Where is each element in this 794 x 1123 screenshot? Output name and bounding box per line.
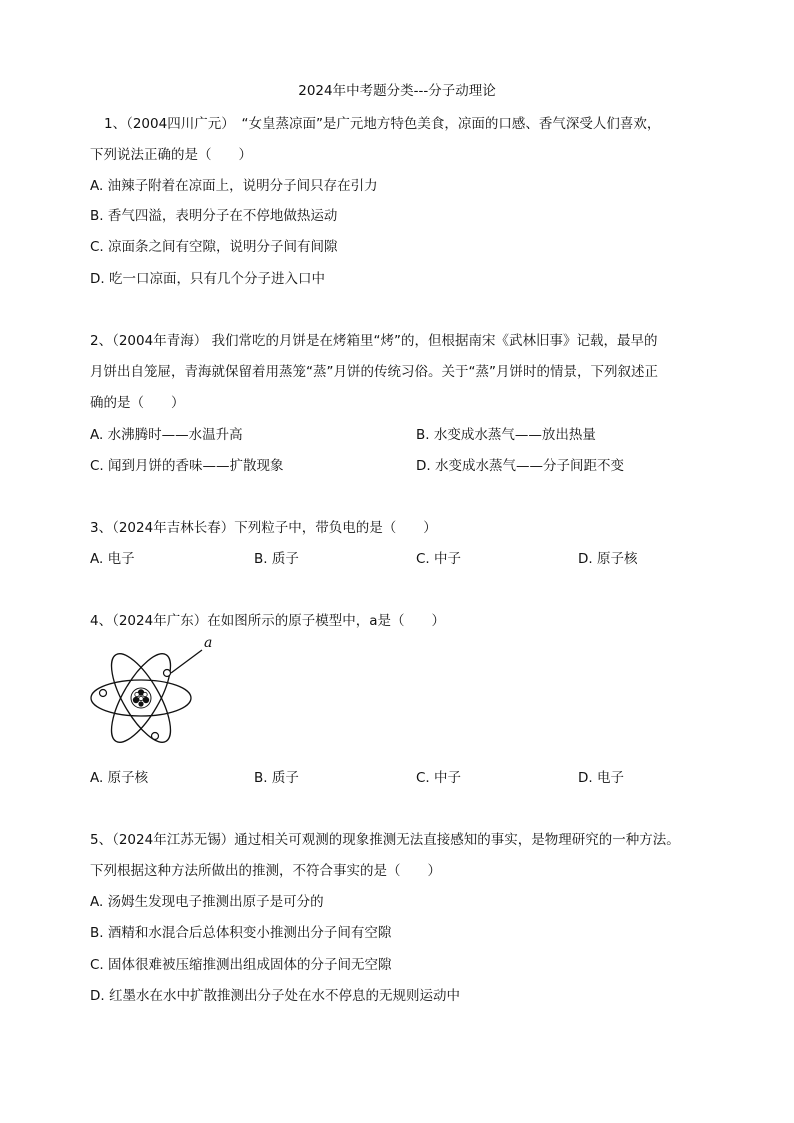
question-2-option-a[interactable]: A. 水沸腾时——水温升高 <box>90 427 243 443</box>
question-2-option-b[interactable]: B. 水变成水蒸气——放出热量 <box>416 427 596 443</box>
question-5-option-d[interactable]: D. 红墨水在水中扩散推测出分子处在水不停息的无规则运动中 <box>90 988 460 1004</box>
atom-model-figure <box>88 634 218 752</box>
question-3-option-d[interactable]: D. 原子核 <box>578 551 638 567</box>
page-title: 2024年中考题分类---分子动理论 <box>298 83 496 99</box>
question-4-option-a[interactable]: A. 原子核 <box>90 770 149 786</box>
question-3-stem: 3、（2024年吉林长春）下列粒子中，带负电的是（ ） <box>90 520 437 536</box>
question-4-option-c[interactable]: C. 中子 <box>416 770 462 786</box>
question-4-option-d[interactable]: D. 电子 <box>578 770 624 786</box>
electron-dot <box>100 690 107 697</box>
electron-dot <box>164 670 171 677</box>
question-2-stem-line-2: 月饼出自笼屉，青海就保留着用蒸笼“蒸”月饼的传统习俗。关于“蒸”月饼时的情景，下列叙述正 <box>90 364 658 380</box>
question-2-option-c[interactable]: C. 闻到月饼的香味——扩散现象 <box>90 458 284 474</box>
label-leader-line <box>171 650 202 673</box>
question-1-stem-line-2: 下列说法正确的是（ ） <box>90 147 252 163</box>
question-2-stem-line-1: 2、（2004年青海） 我们常吃的月饼是在烤箱里“烤”的，但根据南宋《武林旧事》记载，最早的 <box>90 333 658 349</box>
question-1-option-a[interactable]: A. 油辣子附着在凉面上，说明分子间只存在引力 <box>90 178 378 194</box>
question-3-option-a[interactable]: A. 电子 <box>90 551 135 567</box>
question-3-option-b[interactable]: B. 质子 <box>254 551 299 567</box>
nucleus <box>131 688 151 708</box>
electron-dot <box>152 733 159 740</box>
question-1-stem-line-1: 1、（2004四川广元） “女皇蒸凉面”是广元地方特色美食，凉面的口感、香气深受人们喜欢， <box>104 116 661 132</box>
question-5-option-b[interactable]: B. 酒精和水混合后总体积变小推测出分子间有空隙 <box>90 925 392 941</box>
question-5-option-c[interactable]: C. 固体很难被压缩推测出组成固体的分子间无空隙 <box>90 957 392 973</box>
question-4-stem: 4、（2024年广东）在如图所示的原子模型中，a是（ ） <box>90 613 445 629</box>
question-5-stem-line-2: 下列根据这种方法所做出的推测，不符合事实的是（ ） <box>90 863 441 879</box>
question-2-stem-line-3: 确的是（ ） <box>90 395 185 411</box>
question-5-stem-line-1: 5、（2024年江苏无锡）通过相关可观测的现象推测无法直接感知的事实，是物理研究的一种方法。 <box>90 832 680 848</box>
question-3-option-c[interactable]: C. 中子 <box>416 551 462 567</box>
question-5-option-a[interactable]: A. 汤姆生发现电子推测出原子是可分的 <box>90 894 324 910</box>
question-1-option-d[interactable]: D. 吃一口凉面，只有几个分子进入口中 <box>90 271 325 287</box>
question-2-option-d[interactable]: D. 水变成水蒸气——分子间距不变 <box>416 458 624 474</box>
label-a: a <box>204 635 213 651</box>
question-1-option-b[interactable]: B. 香气四溢，表明分子在不停地做热运动 <box>90 208 338 224</box>
question-4-option-b[interactable]: B. 质子 <box>254 770 299 786</box>
question-1-option-c[interactable]: C. 凉面条之间有空隙，说明分子间有间隙 <box>90 239 338 255</box>
